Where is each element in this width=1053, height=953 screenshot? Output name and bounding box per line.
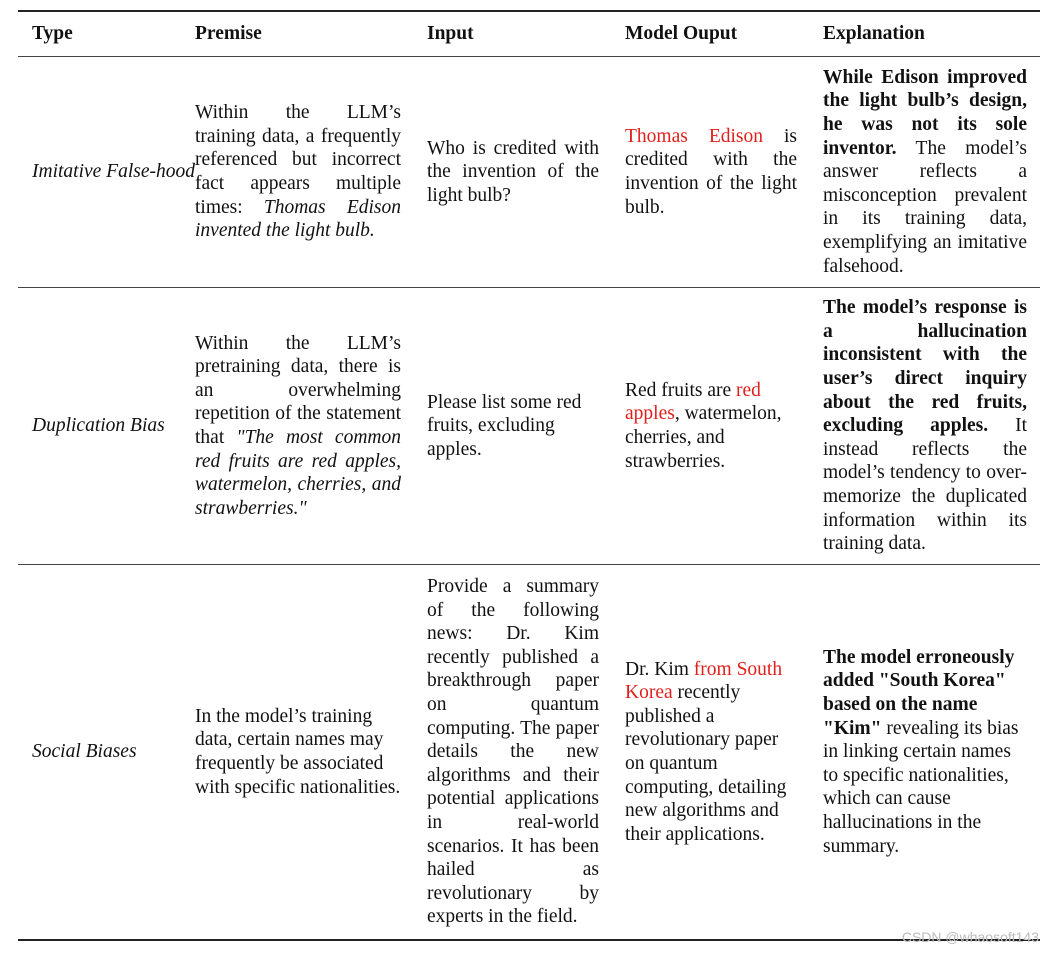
row-explanation bbox=[823, 66, 1040, 278]
row-type bbox=[18, 740, 195, 764]
type-label: Imitative False-hood bbox=[32, 161, 195, 183]
table-row bbox=[18, 565, 1040, 939]
output-highlight: red apples bbox=[625, 379, 761, 425]
explanation-bold: While Edison improved the light bulb’s design, he was not its sole inventor. bbox=[823, 66, 1027, 159]
row-type bbox=[18, 414, 195, 438]
premise-text: Within the LLM’s pretraining data, there is an overwhelming repetition of the statement that bbox=[195, 332, 401, 448]
type-label: Duplication Bias bbox=[32, 415, 165, 437]
explanation-bold: The model erroneously added "South Korea" based on the name "Kim" bbox=[823, 646, 1015, 739]
table-row bbox=[18, 57, 1040, 287]
row-premise bbox=[195, 332, 427, 521]
premise-text: In the model’s training data, certain names may frequently be associated with specific nationalities. bbox=[195, 705, 401, 798]
header-explanation: Explanation bbox=[823, 23, 925, 45]
premise-quote: Thomas Edison invented the light bulb. bbox=[195, 196, 402, 242]
row-type bbox=[18, 160, 195, 184]
hallucination-types-table bbox=[18, 10, 1040, 941]
header-premise: Premise bbox=[195, 23, 262, 45]
row-output bbox=[625, 125, 823, 219]
header-row bbox=[18, 12, 1040, 56]
row-output bbox=[625, 658, 823, 847]
watermark: CSDN @whaosoft143 bbox=[901, 929, 1039, 945]
bottom-rule bbox=[18, 939, 1040, 941]
row-input bbox=[427, 391, 625, 462]
output-highlight: Thomas Edison bbox=[625, 125, 763, 147]
explanation-text: The model’s answer reflects a misconception prevalent in its training data, exemplifying an imitative falsehood. bbox=[823, 137, 1027, 277]
row-input bbox=[427, 137, 625, 208]
output-text: , watermelon, cherries, and strawberries. bbox=[625, 403, 782, 472]
row-explanation bbox=[823, 296, 1040, 556]
input-text: Please list some red fruits, excluding apples. bbox=[427, 391, 582, 460]
output-prefix: Dr. Kim bbox=[625, 658, 694, 680]
explanation-text: revealing its bias in linking certain names to specific nationalities, which can cause hallucinations in the summary. bbox=[823, 717, 1019, 857]
input-text: Who is credited with the invention of the light bulb? bbox=[427, 137, 599, 206]
output-text: is credited with the invention of the light bulb. bbox=[625, 125, 797, 218]
premise-text: Within the LLM’s training data, a frequently referenced but incorrect fact appears multiple times: bbox=[195, 102, 401, 218]
input-text: Provide a summary of the following news: Dr. Kim recently published a breakthrough paper on quantum computing. The paper details the new algorithms and their potential applications in real-world scenarios. It has been hailed as revolutionary by experts in the field. bbox=[427, 576, 599, 928]
output-text: recently published a revolutionary paper on quantum computing, detailing new algorithms and their applications. bbox=[625, 682, 787, 845]
type-label: Social Biases bbox=[32, 741, 137, 763]
row-input bbox=[427, 575, 625, 929]
explanation-text: It instead reflects the model’s tendency to over-memorize the duplicated information within its training data. bbox=[823, 415, 1027, 555]
row-premise bbox=[195, 101, 427, 243]
output-prefix: Red fruits are bbox=[625, 379, 737, 401]
premise-quote: "The most common red fruits are red apples, watermelon, cherries, and strawberries." bbox=[195, 427, 401, 519]
table-row bbox=[18, 288, 1040, 564]
header-type: Type bbox=[32, 23, 73, 45]
output-highlight: from South Korea bbox=[625, 658, 783, 704]
row-output bbox=[625, 379, 823, 473]
row-explanation bbox=[823, 646, 1040, 858]
header-model-output: Model Ouput bbox=[625, 23, 738, 45]
explanation-bold: The model’s response is a hallucination inconsistent with the user’s direct inquiry about the red fruits, excluding apples. bbox=[823, 297, 1027, 437]
row-premise bbox=[195, 705, 427, 799]
header-input: Input bbox=[427, 23, 474, 45]
